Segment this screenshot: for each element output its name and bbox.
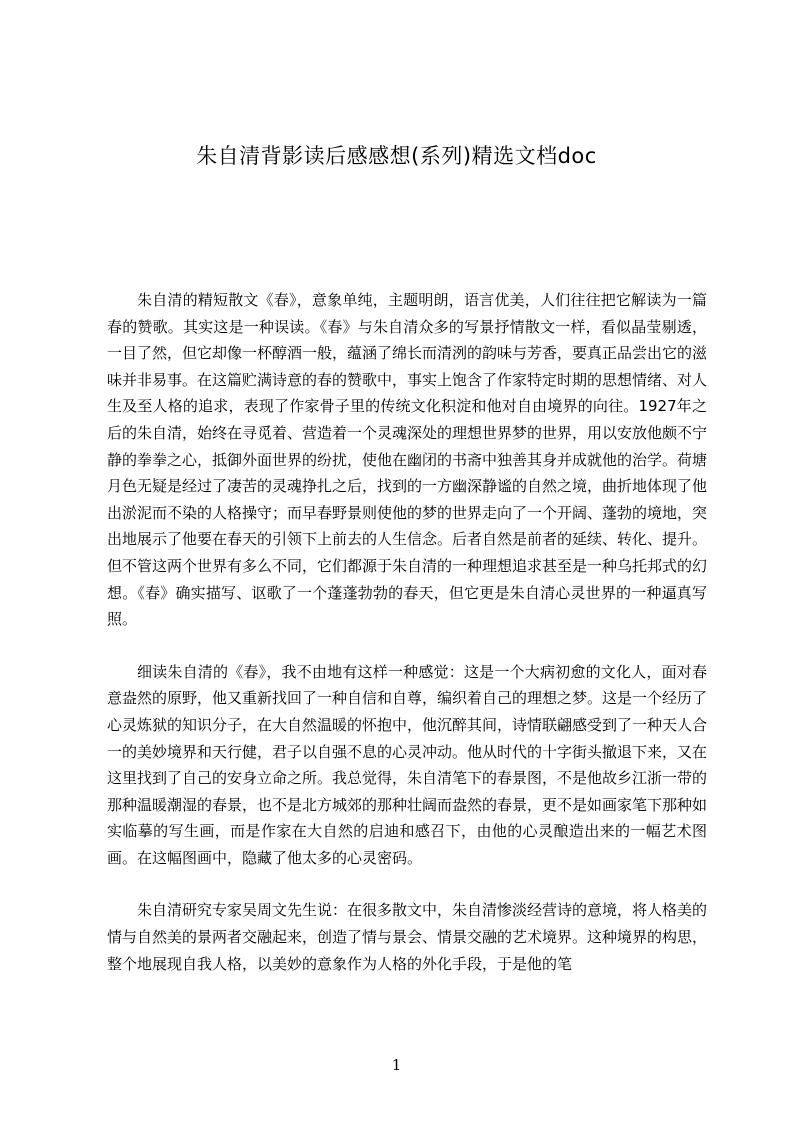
paragraph-1: 朱自清的精短散文《春》，意象单纯，主题明朗，语言优美，人们往往把它解读为一篇春的赞歌。其实这是一种误读。《春》与朱自清众多的写景抒情散文一样，看似晶莹剔透，一目了然，但它却像一杯醇酒一般，蕴涵了绵长而清洌的韵味与芳香，要真正品尝出它的滋味并非易事。在这篇贮满诗意的春的赞歌中，事实上饱含了作家特定时期的思想情绪、对人生及至人格的追求，表现了作家骨子里的传统文化积淀和他对自由境界的向往。1927年之后的朱自清，始终在寻觅着、营造着一个灵魂深处的理想世界梦的世界，用以安放他颇不宁静的拳拳之心，抵御外面世界的纷扰，使他在幽闭的书斋中独善其身并成就他的治学。荷塘月色无疑是经过了凄苦的灵魂挣扎之后，找到的一方幽深静谧的自然之境，曲折地体现了他出淤泥而不染的人格操守；而早春野景则使他的梦的世界走向了一个开阔、蓬勃的境地，突出地展示了他要在春天的引领下上前去的人生信念。后者自然是前者的延续、转化、提升。但不管这两个世界有多么不同，它们都源于朱自清的一种理想追求甚至是一种乌托邦式的幻想。《春》确实描写、讴歌了一个蓬蓬勃勃的春天，但它更是朱自清心灵世界的一种逼真写照。 [107, 291, 708, 629]
paragraph-2: 细读朱自清的《春》，我不由地有这样一种感觉：这是一个大病初愈的文化人，面对春意盎然的原野，他又重新找回了一种自信和自尊，编织着自己的理想之梦。这是一个经历了心灵炼狱的知识分子，在大自然温暖的怀抱中，他沉醉其间，诗情联翩感受到了一种天人合一的美妙境界和天行健，君子以自强不息的心灵冲动。他从时代的十字街头撤退下来，又在这里找到了自己的安身立命之所。我总觉得，朱自清笔下的春景图，不是他故乡江浙一带的那种温暖潮湿的春景，也不是北方城郊的那种壮阔而盎然的春景，更不是如画家笔下那种如实临摹的写生画，而是作家在大自然的启迪和感召下，由他的心灵酿造出来的一幅艺术图画。在这幅图画中，隐藏了他太多的心灵密码。 [107, 662, 708, 867]
paragraph-3: 朱自清研究专家吴周文先生说：在很多散文中，朱自清惨淡经营诗的意境，将人格美的情与自然美的景两者交融起来，创造了情与景会、情景交融的艺术境界。这种境界的构思，整个地展现自我人格，以美妙的意象作为人格的外化手段，于是他的笔 [107, 901, 708, 973]
document-title: 朱自清背影读后感感想(系列)精选文档doc [196, 144, 597, 168]
document-body [107, 287, 707, 977]
page-number: 1 [391, 1056, 402, 1074]
